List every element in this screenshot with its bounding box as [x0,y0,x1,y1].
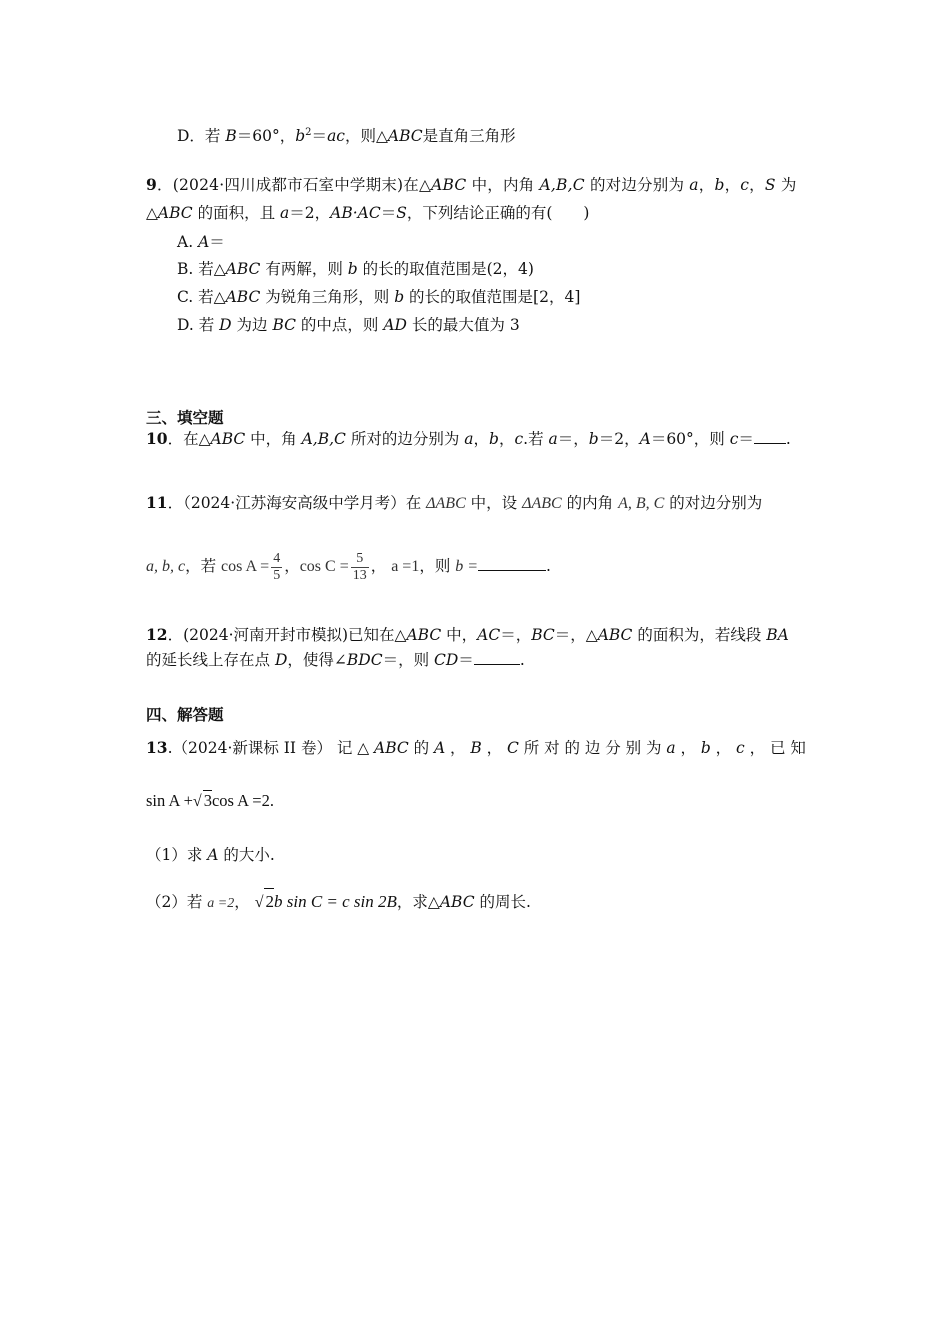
q9-stem-line-1: 9．(2024·四川成都市石室中学期末)在△ABC 中，内角 A,B,C 的对边分别为 a，b，c，S 为 [146,175,797,194]
q13-given-equation: sin A +√ 3cos A =2. [146,791,274,810]
q13-subquestion-2: （2）若 a =2， √ 2b sin C = c sin 2B，求△ABC 的周长. [146,888,531,917]
question-number: 10 [146,429,168,448]
q9-stem-line-2: △ABC 的面积，且 a＝2，AB·AC＝S，下列结论正确的有( ) [146,204,590,222]
sqrt-symbol: √ [192,793,202,810]
answer-blank[interactable] [478,556,546,571]
q10-stem: 10．在△ABC 中，角 A,B,C 所对的边分别为 a，b，c.若 a＝，b＝2，A＝60°，则 c＝ . [146,429,791,448]
q11-stem-line-1: 11．（2024·江苏海安高级中学月考）在 ΔABC 中，设 ΔABC 的内角 A, B, C 的对边分别为 [146,493,763,512]
q8-option-d: D．若 B＝60°，$b^2=ac$，则△ABC是直角三角形 [177,127,516,146]
question-number: 13 [146,738,168,757]
q13-subquestion-1: （1）求 A 的大小. [146,846,275,864]
fraction-5-13: $\frac{5}{13}$ [352,550,367,583]
q11-stem-line-2: a, b, c，若 cos A = $\frac{4}{5}$ ，cos C = $\frac{5}{13}$ ， a =1，则 b = . [146,550,551,583]
q12-stem-line-1: 12．(2024·河南开封市模拟)已知在△ABC 中，AC＝，BC＝，△ABC 的面积为，若线段 BA [146,625,789,644]
question-number: 12 [146,625,168,644]
sqrt-symbol: √ [254,894,264,911]
q9-option-d: D. 若 D 为边 BC 的中点，则 AD 长的最大值为 3 [177,316,520,334]
answer-blank[interactable] [474,650,520,665]
q9-option-a: A. A＝ [177,233,225,251]
answer-blank[interactable] [754,429,786,444]
q13-stem-line-1: 13.（2024·新课标 II 卷） 记 △ ABC 的 A ， B ， C 所 对 的 边 分 别 为 a ， b ， c ， 已 知 [146,738,806,757]
q9-option-c: C. 若△ABC 为锐角三角形，则 b 的长的取值范围是[2，4] [177,288,581,306]
question-number: 9 [146,175,157,194]
q9-option-b: B. 若△ABC 有两解，则 b 的长的取值范围是(2，4) [177,260,534,278]
question-number: 11 [146,493,168,512]
q12-stem-line-2: 的延长线上存在点 D，使得∠BDC＝，则 CD＝ . [146,651,525,669]
fraction-4-5: $\frac{4}{5}$ [273,550,281,583]
section-title-answer: 四、解答题 [146,705,224,724]
section-title-fill-in: 三、填空题 [146,408,224,427]
